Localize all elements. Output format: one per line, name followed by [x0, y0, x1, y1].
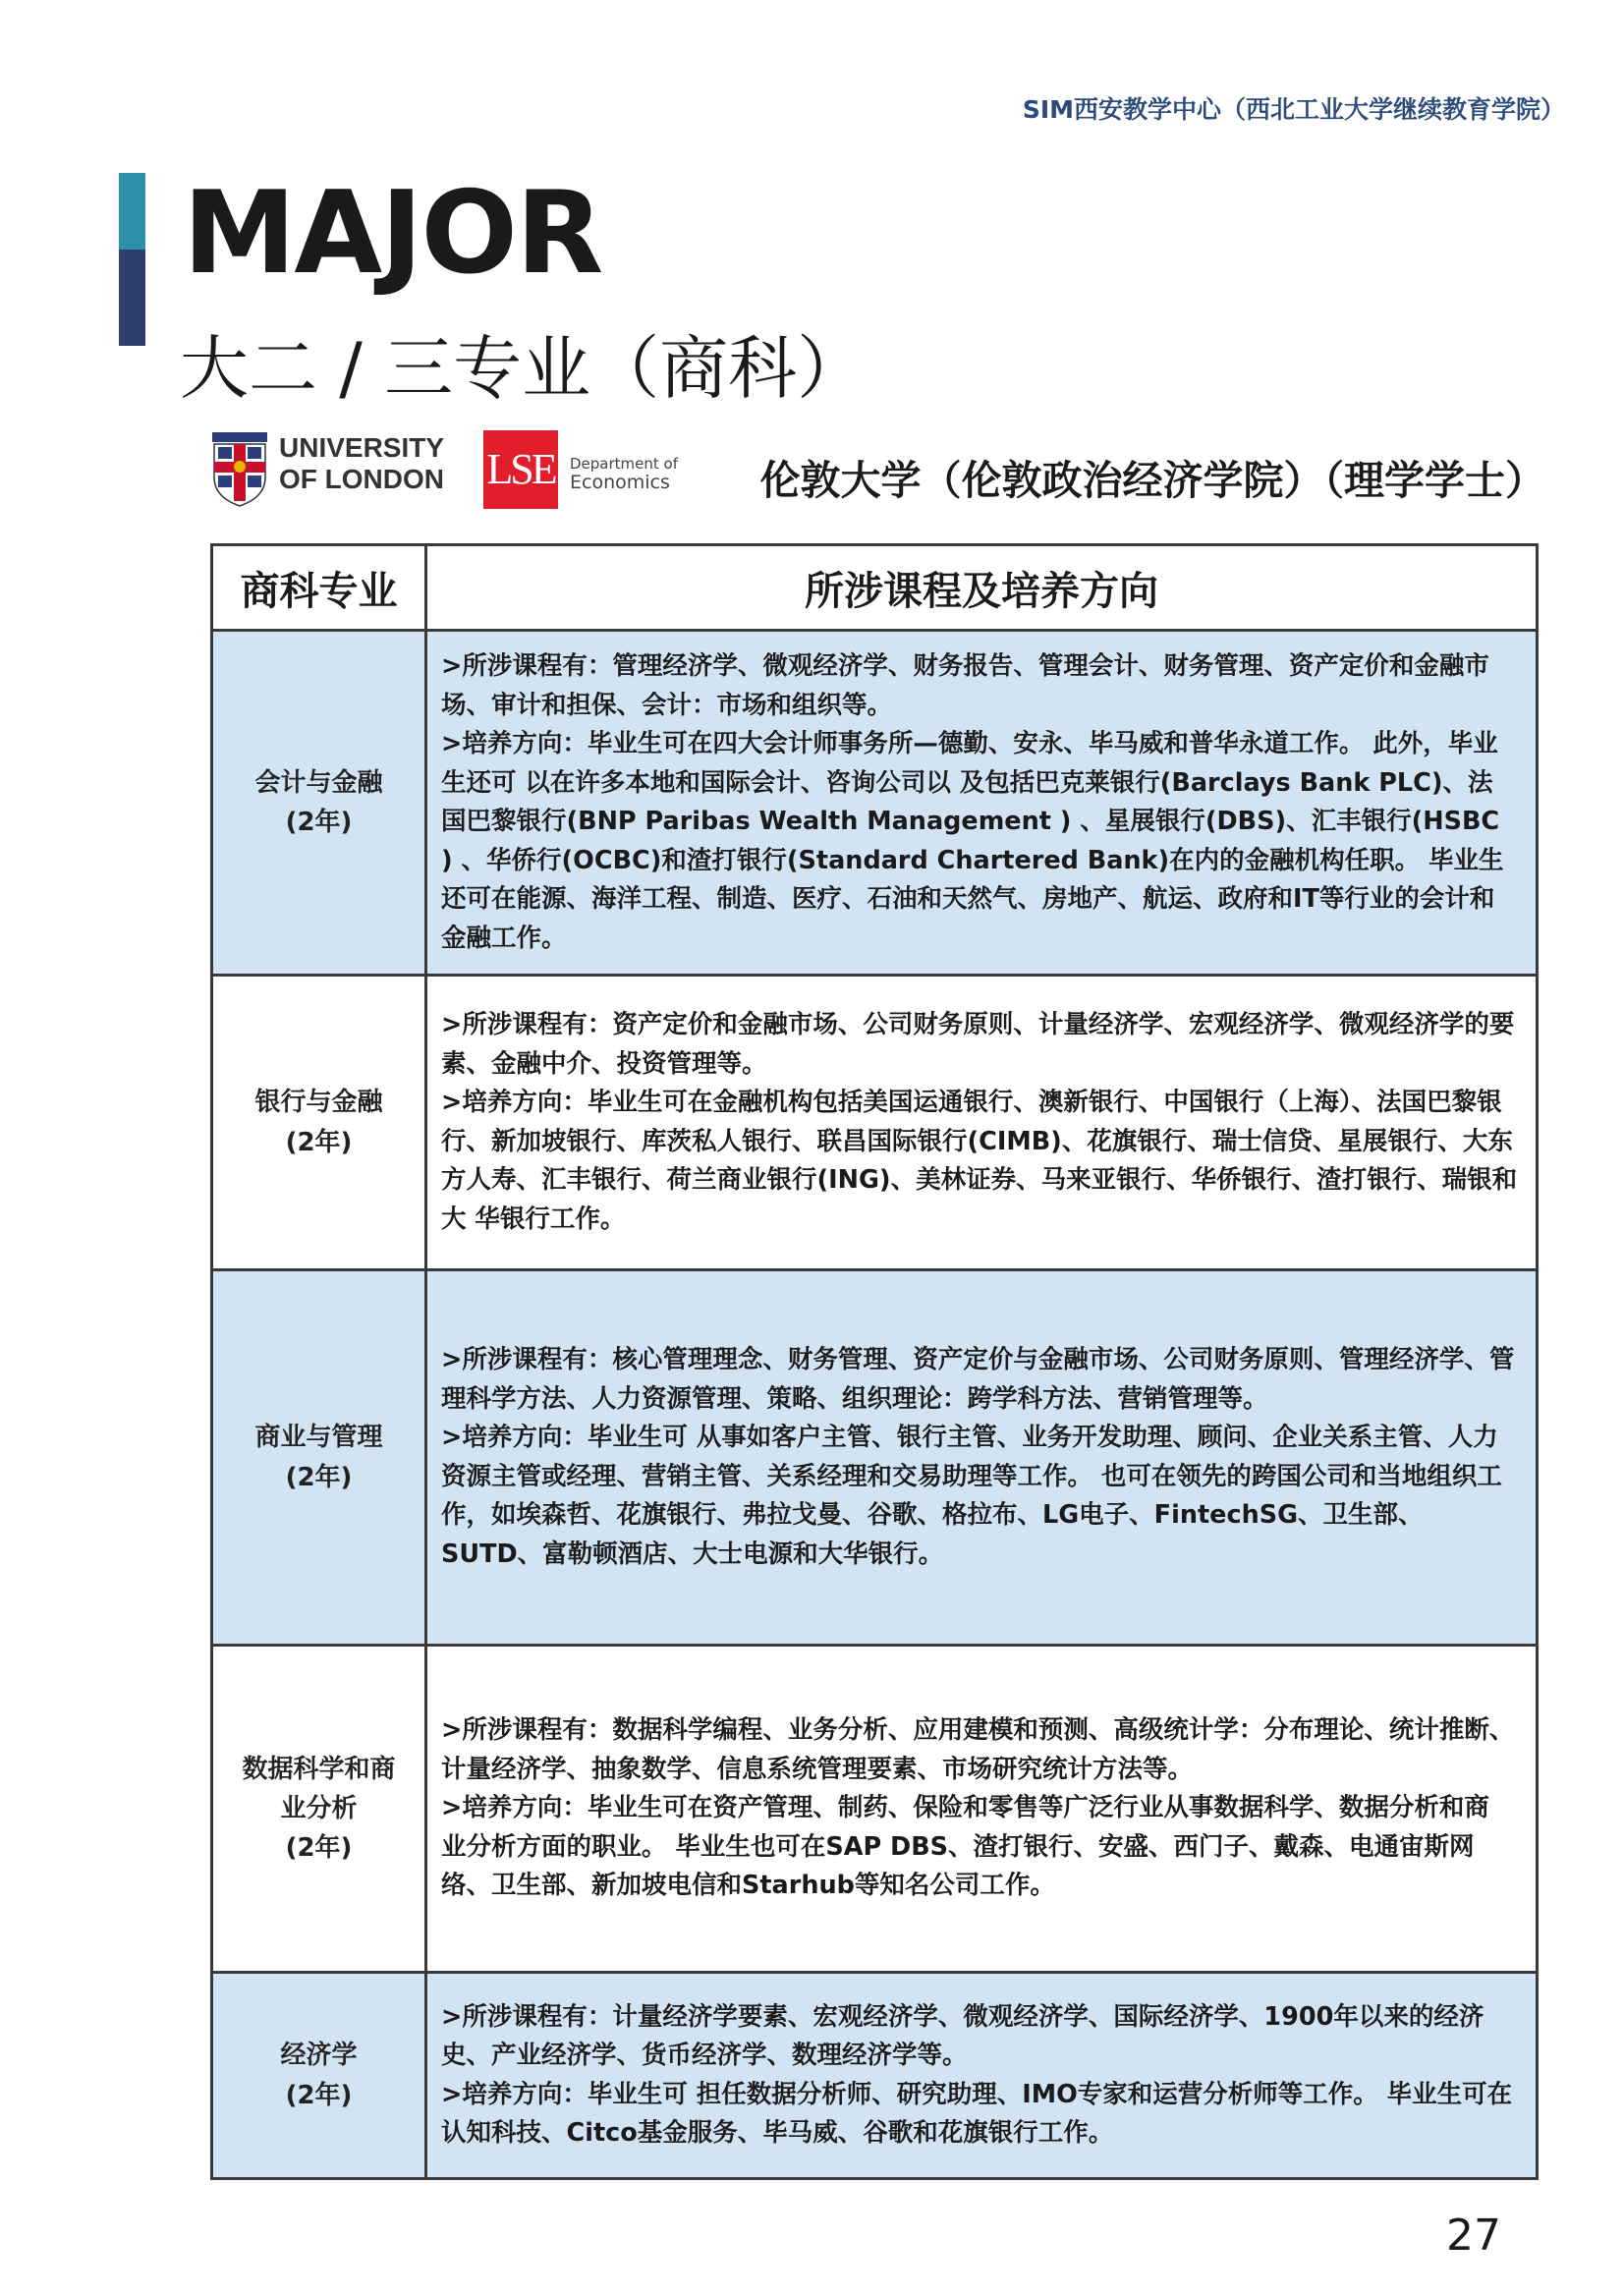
accent-bar-navy: [119, 250, 145, 346]
major-career: >培养方向：毕业生可在金融机构包括美国运通银行、澳新银行、中国银行（上海）、法国巴黎银行、新加坡银行、库茨私人银行、联昌国际银行(CIMB)、花旗银行、瑞士信贷、星展银行、大东方人寿、汇丰银行、荷兰商业银行(ING)、美林证券、马来亚银行、华侨银行、渣打银行、瑞银和大 华银行工作。: [441, 1088, 1518, 1234]
major-courses: >所涉课程有：计量经济学要素、宏观经济学、微观经济学、国际经济学、1900年以来的经济史、产业经济学、货币经济学、数理经济学等。: [441, 2001, 1484, 2070]
major-description: [426, 1646, 1538, 1973]
major-description: [426, 631, 1538, 976]
university-of-london-crest-icon: [212, 432, 267, 507]
major-courses: >所涉课程有：资产定价和金融市场、公司财务原则、计量经济学、宏观经济学、微观经济学的要素、金融中介、投资管理等。: [441, 1010, 1515, 1079]
column-header-courses: 所涉课程及培养方向: [426, 545, 1538, 631]
lse-logo: [483, 430, 558, 509]
university-of-london-wordmark: UNIVERSITY OF LONDON: [279, 432, 445, 495]
university-name: 伦敦大学（伦敦政治经济学院）（理学学士）: [759, 457, 1545, 504]
lse-department-top: Department of: [570, 455, 678, 473]
major-name: 数据科学和商 业分析 (2年): [212, 1646, 426, 1973]
major-description: [426, 976, 1538, 1270]
major-description: [426, 1973, 1538, 2179]
major-courses: >所涉课程有：核心管理理念、财务管理、资产定价与金融市场、公司财务原则、管理经济学、管理科学方法、人力资源管理、策略、组织理论：跨学科方法、营销管理等。: [441, 1345, 1515, 1414]
major-career: >培养方向：毕业生可在资产管理、制药、保险和零售等广泛行业从事数据科学、数据分析和商 业分析方面的职业。 毕业生也可在SAP DBS、渣打银行、安盛、西门子、戴森、电通宙斯网络、卫生部、新加坡电信和Starhub等知名公司工作。: [441, 1793, 1489, 1901]
accent-bar-teal: [119, 173, 145, 250]
page-title-en: MAJOR: [183, 167, 602, 300]
column-header-major: 商科专业: [212, 545, 426, 631]
major-career: >培养方向：毕业生可在四大会计师事务所—德勤、安永、毕马威和普华永道工作。 此外，毕业生还可 以在许多本地和国际会计、咨询公司以 及包括巴克莱银行(Barclays Bank PLC)、法国巴黎银行(BNP Paribas Wealth Management ) 、星展银行(DBS)、汇丰银行(HSBC ) 、华侨行(OCBC)和渣打银行(Standard Chartered Bank)在内的金融机构任职。 毕业生还可在能源、海洋工程、制造、医疗、石油和天然气、房地产、航运、政府和IT等行业的会计和金融工作。: [441, 729, 1504, 953]
major-career: >培养方向：毕业生可 从事如客户主管、银行主管、业务开发助理、顾问、企业关系主管、人力资源主管或经理、营销主管、关系经理和交易助理等工作。 也可在领先的跨国公司和当地组织工作，如埃森哲、花旗银行、弗拉戈曼、谷歌、格拉布、LG电子、FintechSG、卫生部、SUTD、富勒顿酒店、大士电源和大华银行。: [441, 1423, 1502, 1569]
table-row: [212, 1270, 1538, 1646]
major-description: [426, 1270, 1538, 1646]
major-name: 商业与管理 (2年): [212, 1270, 426, 1646]
major-name: 银行与金融 (2年): [212, 976, 426, 1270]
title-accent-bar: [119, 173, 145, 346]
major-courses: >所涉课程有：数据科学编程、业务分析、应用建模和预测、高级统计学：分布理论、统计推断、计量经济学、抽象数学、信息系统管理要素、市场研究统计方法等。: [441, 1715, 1515, 1784]
lse-department-label: [570, 456, 688, 494]
table-row: [212, 976, 1538, 1270]
table-row: [212, 631, 1538, 976]
table-header-row: [212, 545, 1538, 631]
page-title-cn: 大二 / 三专业（商科）: [180, 328, 867, 409]
lse-department-main: Economics: [570, 472, 670, 494]
major-courses: >所涉课程有：管理经济学、微观经济学、财务报告、管理会计、财务管理、资产定价和金融市场、审计和担保、会计：市场和组织等。: [441, 651, 1489, 720]
major-career: >培养方向：毕业生可 担任数据分析师、研究助理、IMO专家和运营分析师等工作。 毕业生可在认知科技、Citco基金服务、毕马威、谷歌和花旗银行工作。: [441, 2079, 1513, 2148]
major-name: 经济学 (2年): [212, 1973, 426, 2179]
table-row: [212, 1646, 1538, 1973]
major-name: 会计与金融 (2年): [212, 631, 426, 976]
header-organization: SIM西安教学中心（西北工业大学继续教育学院）: [1022, 95, 1565, 124]
lse-logo-letters: LSE: [486, 445, 555, 493]
table-row: [212, 1973, 1538, 2179]
page-number: 27: [1446, 2211, 1501, 2261]
majors-table: [210, 543, 1539, 2180]
